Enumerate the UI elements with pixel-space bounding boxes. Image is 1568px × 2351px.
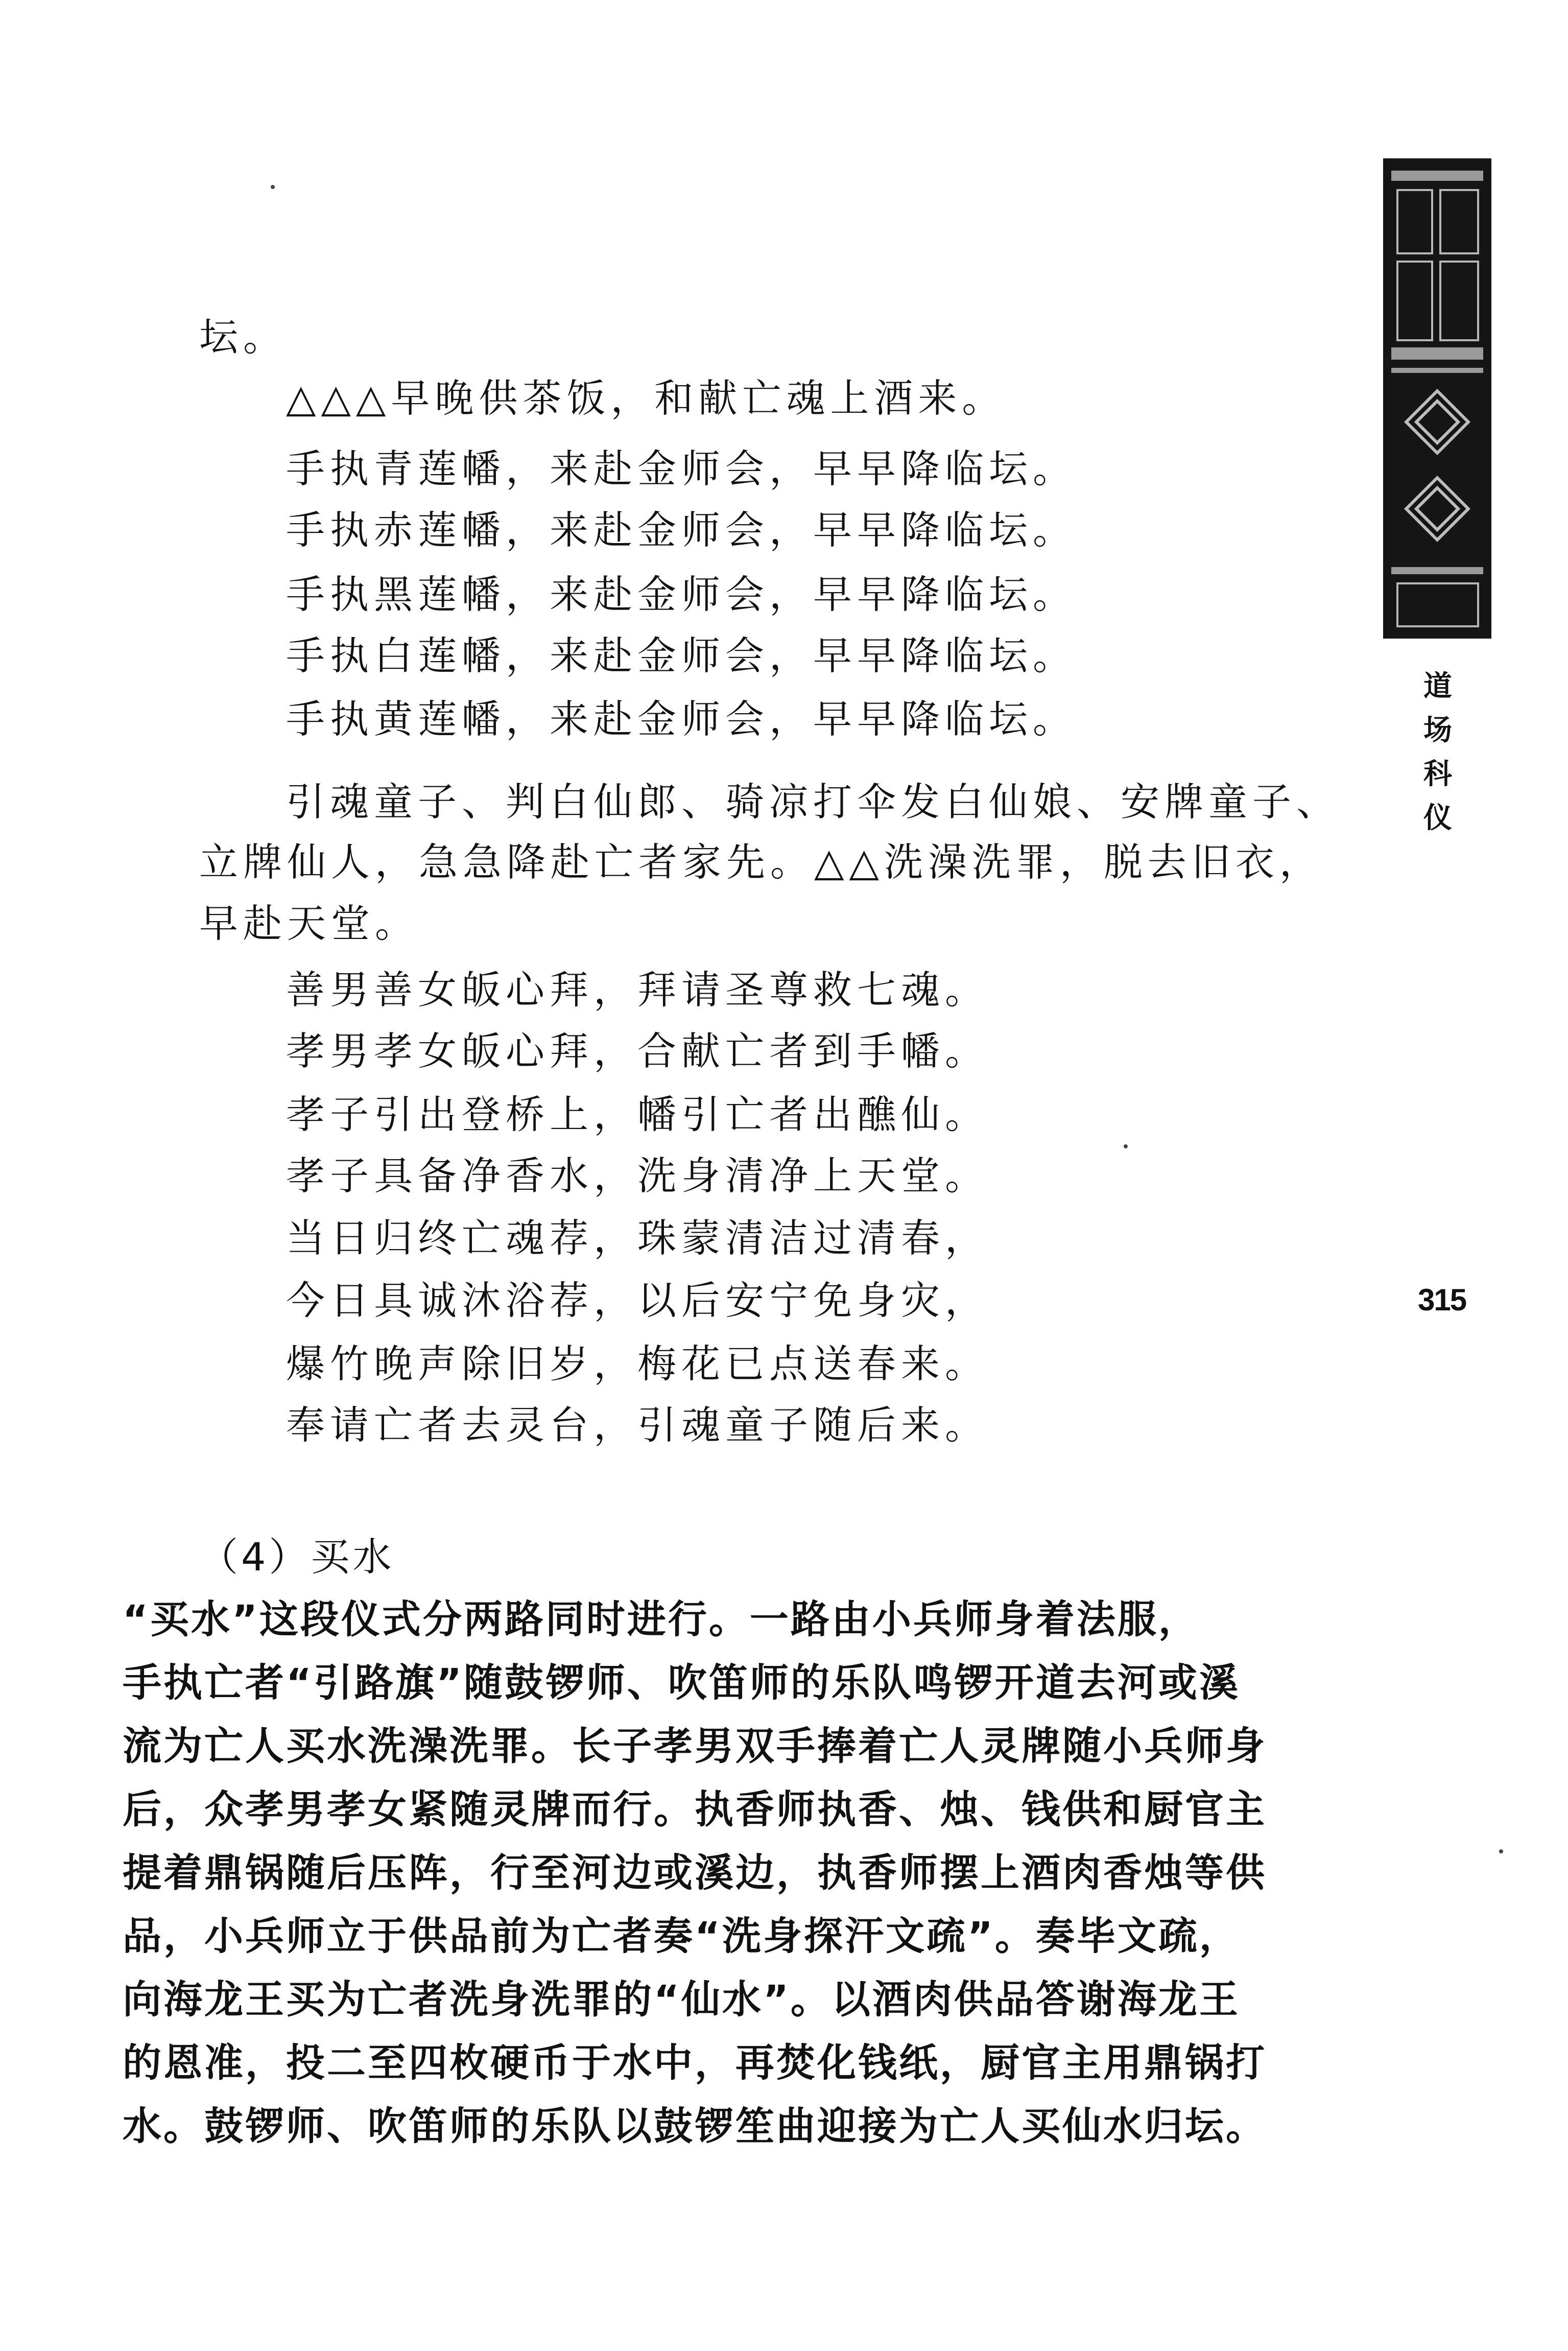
paragraph-line: 水。鼓锣师、吹笛师的乐队以鼓锣笙曲迎接为亡人买仙水归坛。: [123, 2103, 1267, 2149]
paragraph-line: “买水”这段仪式分两路同时进行。一路由小兵师身着法服，: [123, 1596, 1199, 1642]
text-line: 引魂童子、判白仙郎、骑凉打伞发白仙娘、安牌童子、: [286, 779, 1340, 825]
text-line: 今日具诚沐浴荐，以后安宁免身灾，: [286, 1278, 989, 1323]
page-number: 315: [1418, 1283, 1466, 1317]
text-line: 爆竹晚声除旧岁，梅花已点送春来。: [286, 1341, 989, 1386]
scan-speck: [1499, 1849, 1503, 1853]
text-line: 手执黄莲幡，来赴金师会，早早降临坛。: [286, 696, 1077, 742]
text-line: 手执白莲幡，来赴金师会，早早降临坛。: [286, 633, 1077, 678]
paragraph-line: 流为亡人买水洗澡洗罪。长子孝男双手捧着亡人灵牌随小兵师身: [123, 1723, 1267, 1769]
paragraph-line: 向海龙王买为亡者洗身洗罪的“仙水”。以酒肉供品答谢海龙王: [123, 1977, 1240, 2022]
paragraph-line: 的恩准，投二至四枚硬币于水中，再焚化钱纸，厨官主用鼎锅打: [123, 2040, 1267, 2085]
text-line: △△△早晚供茶饭，和献亡魂上酒来。: [286, 375, 1006, 421]
text-line: 孝男孝女皈心拜，合献亡者到手幡。: [286, 1028, 989, 1074]
text-line: 手执青莲幡，来赴金师会，早早降临坛。: [286, 446, 1077, 491]
scan-speck: [1124, 1144, 1128, 1148]
scan-speck: [271, 185, 275, 189]
text-line: 手执黑莲幡，来赴金师会，早早降临坛。: [286, 572, 1077, 617]
paragraph-line: 提着鼎锅随后压阵，行至河边或溪边，执香师摆上酒肉香烛等供: [123, 1850, 1267, 1895]
text-line: 立牌仙人，急急降赴亡者家先。△△洗澡洗罪，脱去旧衣，: [199, 839, 1323, 885]
paragraph-line: 后，众孝男孝女紧随灵牌而行。执香师执香、烛、钱供和厨官主: [123, 1786, 1267, 1832]
paragraph-line: 手执亡者“引路旗”随鼓锣师、吹笛师的乐队鸣锣开道去河或溪: [123, 1660, 1240, 1705]
text-line: 奉请亡者去灵台，引魂童子随后来。: [286, 1402, 989, 1448]
side-tab-ornament: [1383, 158, 1491, 639]
section-label: 道场科仪: [1423, 669, 1452, 835]
section-heading: （4）买水: [199, 1534, 395, 1580]
text-line: 早赴天堂。: [199, 901, 419, 946]
text-line: 当日归终亡魂荐，珠蒙清洁过清春，: [286, 1215, 989, 1261]
text-line: 手执赤莲幡，来赴金师会，早早降临坛。: [286, 507, 1077, 553]
text-line: 孝子具备净香水，洗身清净上天堂。: [286, 1153, 989, 1198]
text-line: 坛。: [199, 314, 287, 360]
paragraph-line: 品，小兵师立于供品前为亡者奏“洗身探汗文疏”。奏毕文疏，: [123, 1913, 1240, 1959]
text-line: 善男善女皈心拜，拜请圣尊救七魂。: [286, 967, 989, 1013]
text-line: 孝子引出登桥上，幡引亡者出醮仙。: [286, 1092, 989, 1137]
